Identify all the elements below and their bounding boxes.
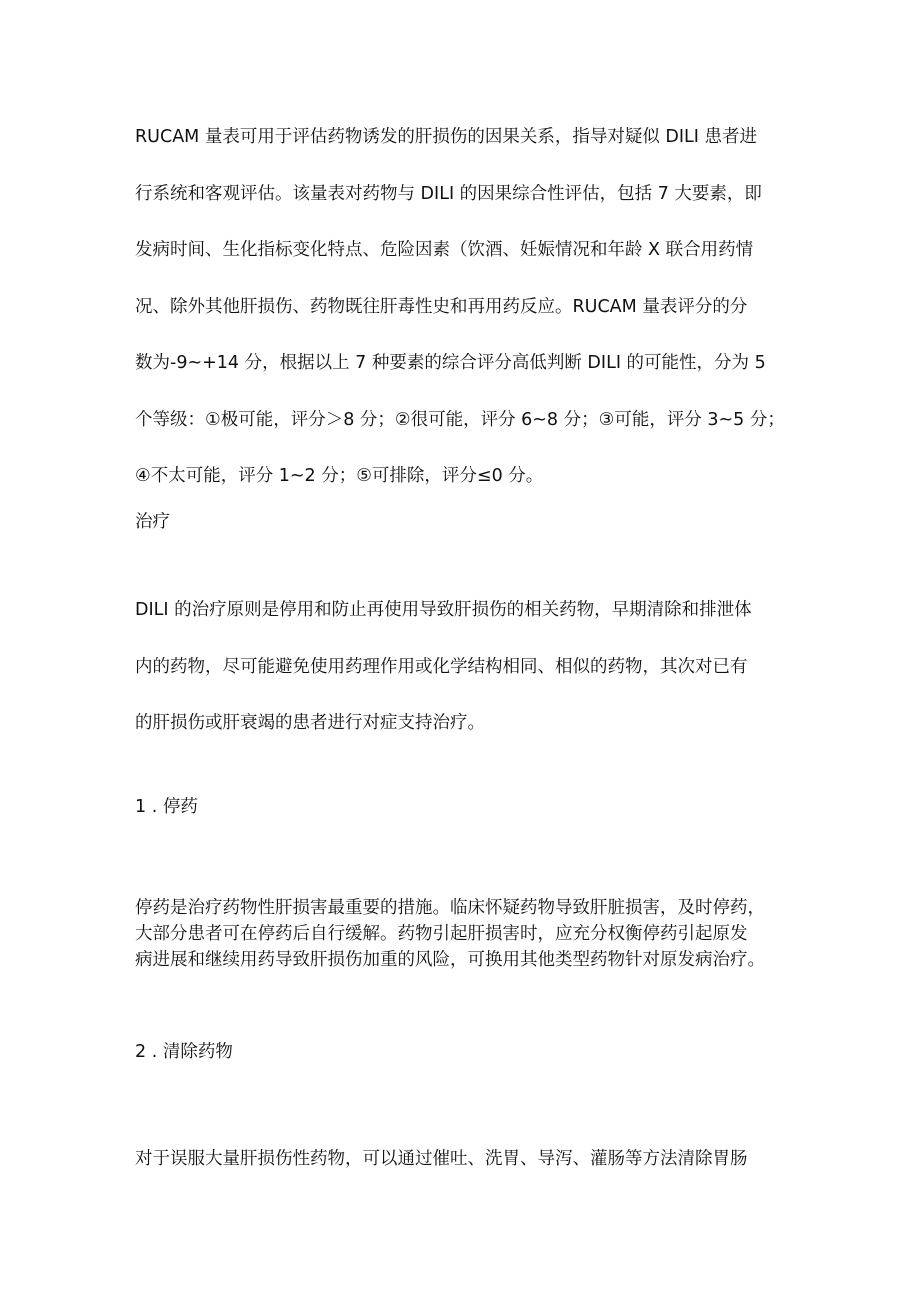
subheading-clear-drug (135, 1039, 795, 1065)
text-line: 大部分患者可在停药后自行缓解。药物引起肝损害时，应充分权衡停药引起原发 (135, 924, 748, 944)
section-heading-treatment (135, 509, 795, 535)
heading-text: 2 . 清除药物 (135, 1042, 233, 1062)
paragraph-clear-drug (135, 1131, 795, 1188)
text-line: 内的药物，尽可能避免使用药理作用或化学结构相同、相似的药物，其次对已有 (135, 656, 748, 677)
text-line: 数为-9~+14 分，根据以上 7 种要素的综合评分高低判断 DILI 的可能性，分为 5 (135, 353, 766, 373)
text-line: 行系统和客观评估。该量表对药物与 DILI 的因果综合性评估，包括 7 大要素，即 (135, 183, 762, 204)
text-line: 的肝损伤或肝衰竭的患者进行对症支持治疗。 (135, 713, 485, 733)
paragraph-stop-drug (135, 895, 795, 973)
text-line: 病进展和继续用药导致肝损伤加重的风险，可换用其他类型药物针对原发病治疗。 (135, 950, 765, 970)
text-line: 停药是治疗药物性肝损害最重要的措施。临床怀疑药物导致肝脏损害，及时停药， (135, 898, 765, 918)
text-line: RUCAM 量表可用于评估药物诱发的肝损伤的因果关系，指导对疑似 DILI 患者进 (135, 127, 757, 147)
text-line: ④不太可能，评分 1~2 分；⑤可排除，评分≤0 分。 (135, 466, 544, 486)
text-line: 况、除外其他肝损伤、药物既往肝毒性史和再用药反应。RUCAM 量表评分的分 (135, 296, 748, 317)
text-line: 发病时间、生化指标变化特点、危险因素（饮酒、妊娠情况和年龄 X 联合用药情 (135, 240, 754, 260)
paragraph-rucam (135, 109, 795, 505)
subheading-stop-drug (135, 794, 795, 820)
text-line: 个等级：①极可能，评分＞8 分；②很可能，评分 6~8 分；③可能，评分 3~5 分； (135, 409, 785, 430)
paragraph-treatment-principle (135, 582, 795, 752)
text-line: DILI 的治疗原则是停用和防止再使用导致肝损伤的相关药物，早期清除和排泄体 (135, 600, 752, 620)
text-line: 对于误服大量肝损伤性药物，可以通过催吐、洗胃、导泻、灌肠等方法清除胃肠 (135, 1149, 748, 1169)
heading-text: 治疗 (135, 512, 170, 532)
heading-text: 1 . 停药 (135, 797, 198, 817)
